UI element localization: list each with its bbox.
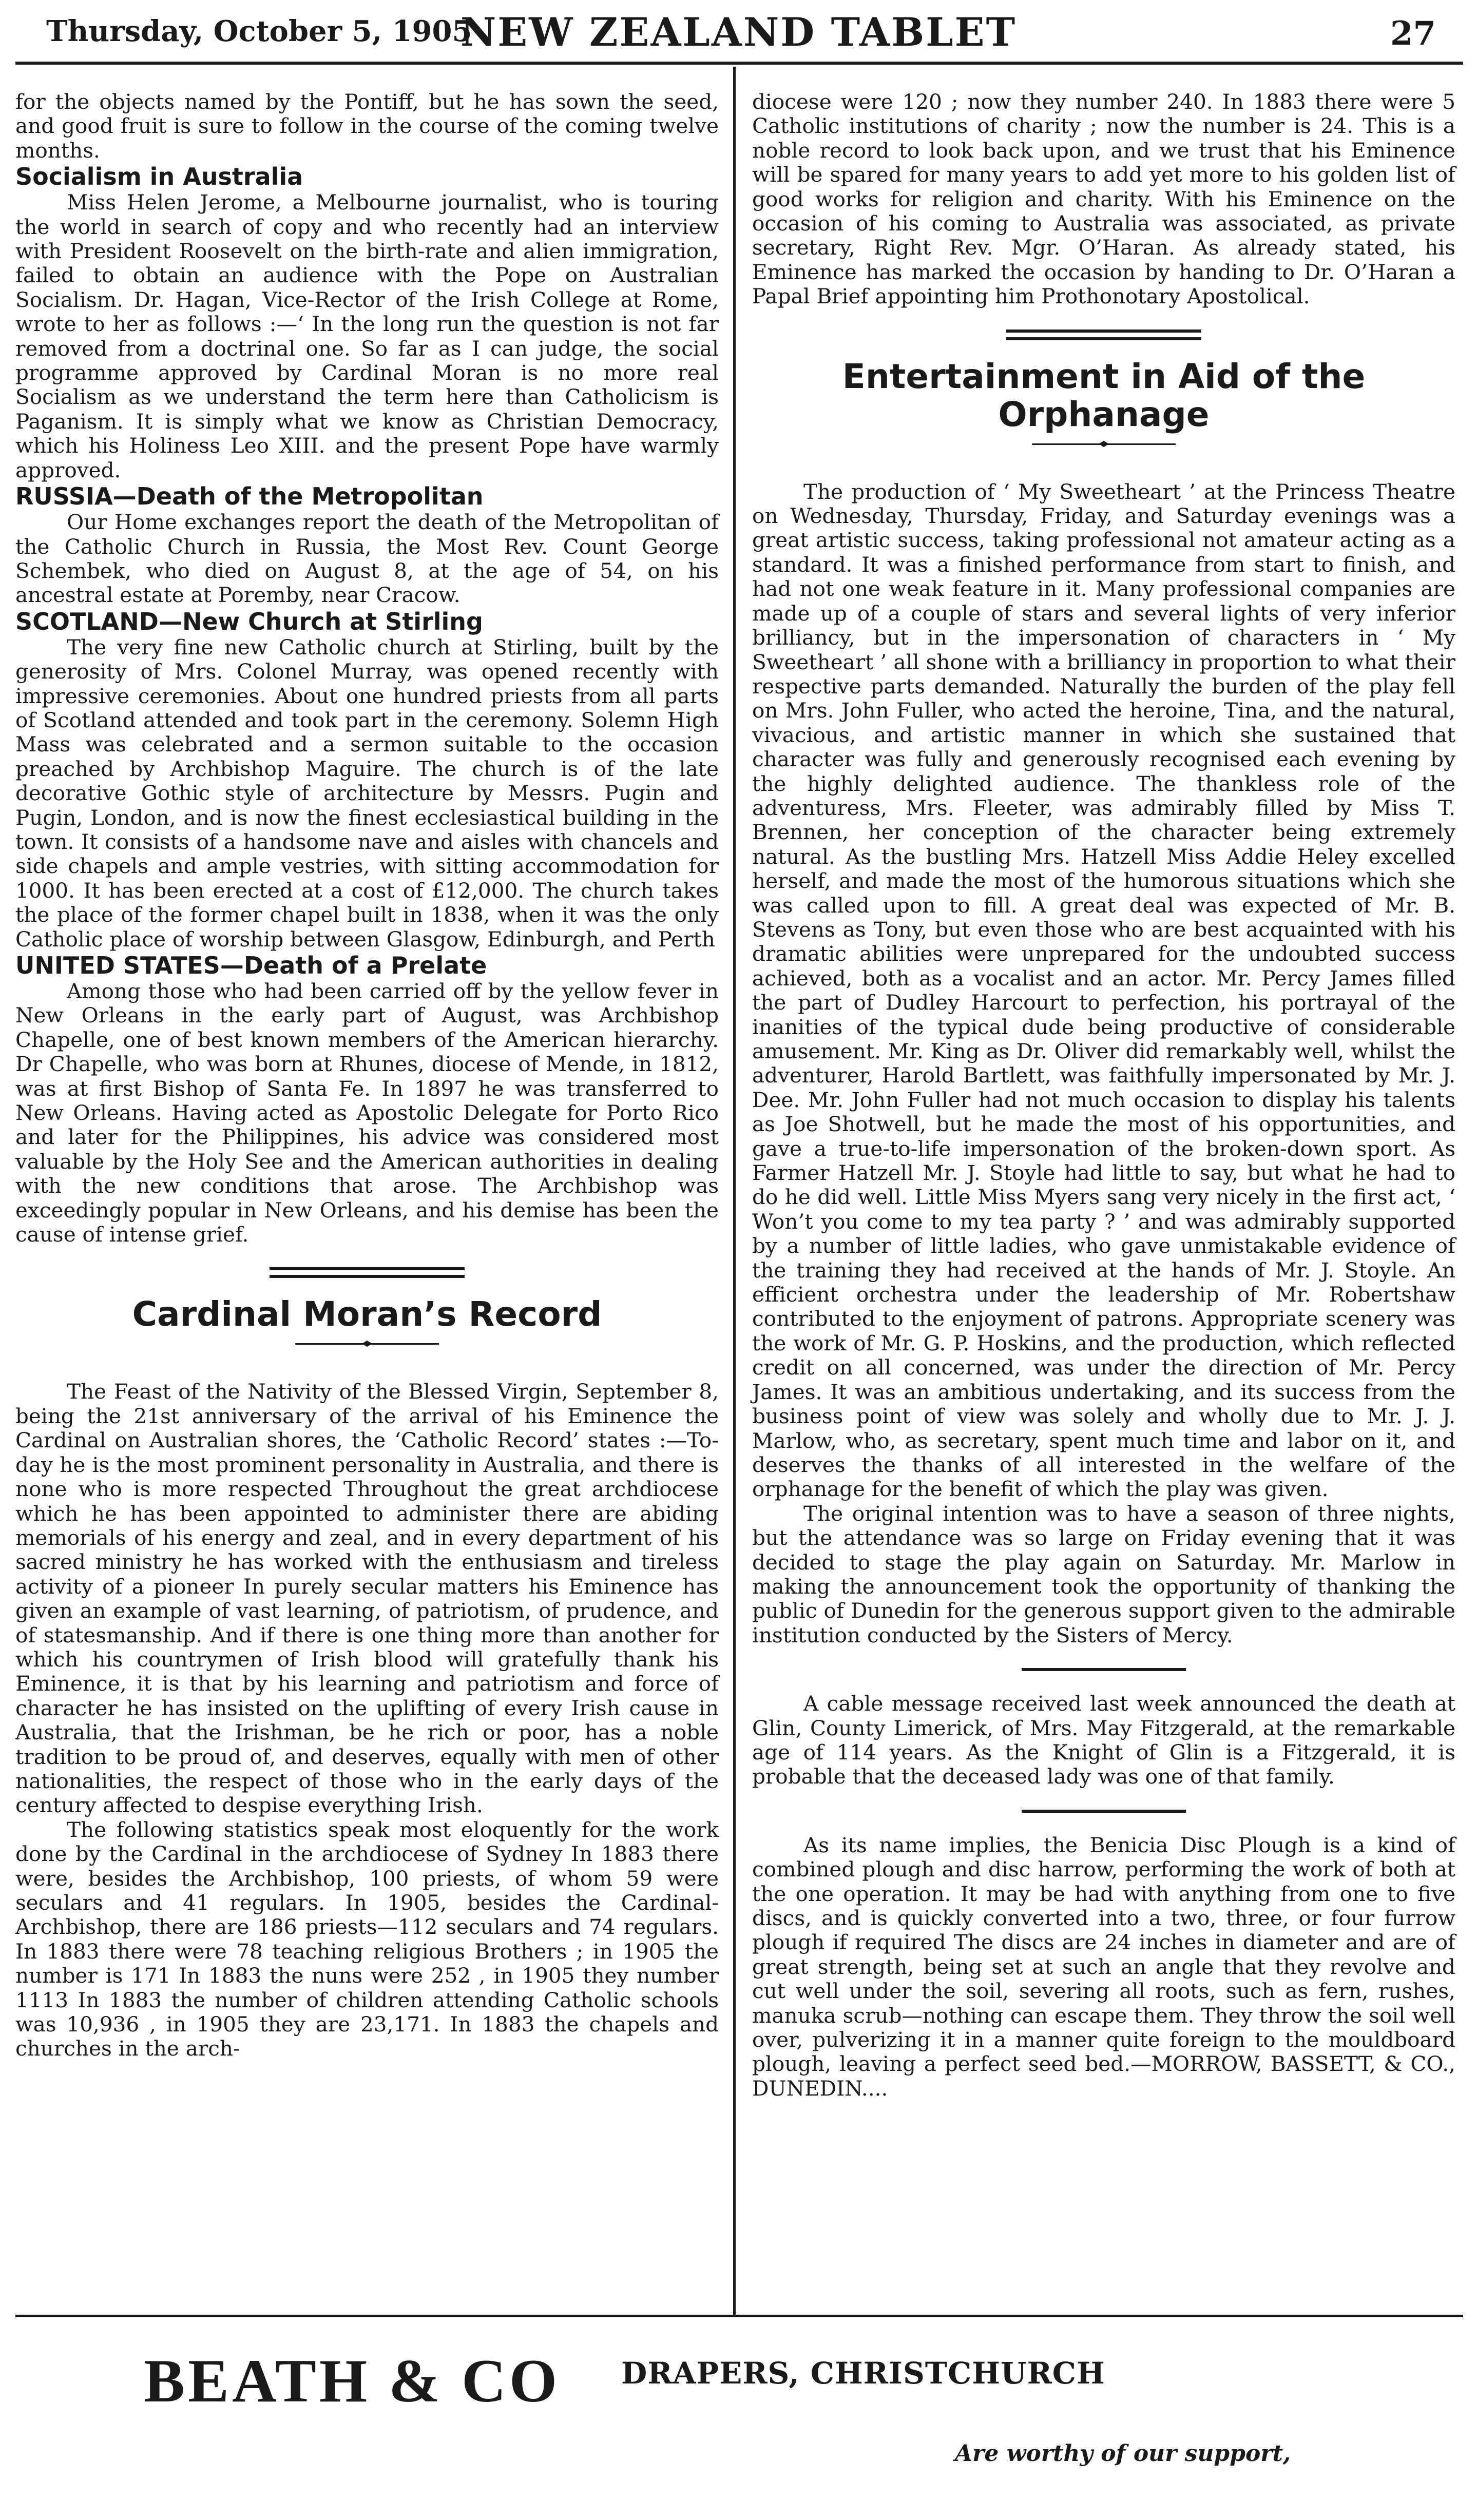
- scotland-body: The very fine new Catholic church at Stirling, built by the generosity of Mrs. Colonel Murray, was opened recently with impressive ceremonies. About one hundred priests from all parts of Scotland attended and took part in the ceremony. Solemn High Mass was celebrated and a sermon suitable to the occasion preached by Archbishop Maguire. The church is of the late decorative Gothic style of architecture by Messrs. Pugin and Pugin, London, and is now the finest ecclesiastical building in the town. It consists of a handsome nave and aisles with chancels and side chapels and ample vestries, with sitting accommodation for 1000. It has been erected at a cost of £12,000. The church takes the place of the former chapel built in 1838, when it was the only Catholic place of worship between Glasgow, Edinburgh, and Perth: [15, 634, 719, 952]
- moran-paragraph-2: The following statistics speak most eloquently for the work done by the Cardinal in the archdiocese of Sydney In 1883 there were, besides the Archbishop, 100 priests, of whom 59 were seculars and 41 regulars. In 1905, besides the Cardinal-Archbishop, there are 186 priests—112 seculars and 74 regulars. In 1883 there were 78 teaching religious Brothers ; in 1905 the number is 171 In 1883 the nuns were 252 , in 1905 they number 1113 In 1883 the number of children attending Catholic schools was 10,936 , in 1905 they are 23,171. In 1883 the chapels and churches in the arch-: [15, 1817, 719, 2061]
- masthead: [0, 0, 1477, 72]
- section-divider: [1022, 1810, 1186, 1813]
- issue-date: Thursday, October 5, 1905: [46, 14, 472, 48]
- article-continuation: for the objects named by the Pontiff, but he has sown the seed, and good fruit is sure to follow in the course of the coming twelve months.: [15, 89, 719, 163]
- section-divider: [1006, 329, 1201, 340]
- right-column: [752, 90, 1455, 2101]
- plough-paragraph: As its name implies, the Benicia Disc Plough is a kind of combined plough and disc harrow, performing the work of both at the one operation. It may be had with anything from one to five discs, and is quickly converted into a two, three, or four furrow plough if required The discs are 24 inches in diameter and are of great strength, being set at such an angle that they revolve and cut well under the soil, severing all roots, such as fern, rushes, manuka scrub—nothing can escape them. They throw the soil well over, pulverizing it in a manner quite foreign to the mouldboard plough, leaving a perfect seed bed.—MORROW, BASSETT, & CO., DUNEDIN....: [752, 1832, 1455, 2101]
- page-number: 27: [1390, 14, 1436, 53]
- advert-tagline: Are worthy of our support,: [955, 2440, 1291, 2467]
- moran-heading-text: Cardinal Moran’s Record: [132, 1294, 602, 1334]
- us-heading: UNITED STATES—Death of a Prelate: [15, 952, 487, 979]
- newspaper-title: NEW ZEALAND TABLET: [460, 9, 1017, 55]
- russia-heading: RUSSIA—Death of the Metropolitan: [15, 482, 484, 511]
- scotland-heading: SCOTLAND—New Church at Stirling: [15, 607, 483, 635]
- orphanage-paragraph-2: The original intention was to have a season of three nights, but the attendance was so large on Friday evening that it was decided to stage the play again on Saturday. Mr. Marlow in making the announcement took the opportunity of thanking the public of Dunedin for the generous support given to the admirable institution conducted by the Sisters of Mercy.: [752, 1501, 1455, 1647]
- orphanage-heading: [752, 358, 1455, 447]
- orphanage-paragraph-1: The production of ‘ My Sweetheart ’ at the Princess Theatre on Wednesday, Thursday, Friday, and Saturday evenings was a great artistic success, taking professional not amateur acting as a standard. It was a finished performance from start to finish, and had not one weak feature in it. Many professional companies are made up of a couple of stars and several lights of very inferior brilliancy, but in the impersonation of characters in ‘ My Sweetheart ’ all shone with a brilliancy in proportion to what their respective parts demanded. Naturally the burden of the play fell on Mrs. John Fuller, who acted the heroine, Tina, and the natural, vivacious, and artistic manner in which she sustained that character was fully and generously recognised each evening by the highly delighted audience. The thankless role of the adventuress, Mrs. Fleeter, was admirably filled by Miss T. Brennen, her conception of the character being extremely natural. As the bustling Mrs. Hatzell Miss Addie Heley excelled herself, and made the most of the humorous situations which she was called upon to fill. A great deal was expected of Mr. B. Stevens as Tony, but even those who are best acquainted with his dramatic abilities were unprepared for the undoubted success achieved, both as a vocalist and an actor. Mr. Percy James filled the part of Dudley Harcourt to perfection, his portrayal of the inanities of the typical dude being productive of considerable amusement. Mr. King as Dr. Oliver did remarkably well, whilst the adventurer, Harold Bartlett, was faithfully impersonated by Mr. J. Dee. Mr. John Fuller had not much occasion to display his talents as Joe Shotwell, but he made the most of his opportunities, and gave a true-to-life impersonation of the broken-down sport. As Farmer Hatzell Mr. J. Stoyle had little to say, but what he had to do he did well. Little Miss Myers sang very nicely in the first act, ‘ Won’t you come to my tea party ? ’ and was admirably supported by a number of little ladies, who gave unmistakable evidence of the training they had received at the hands of Mr. J. Stoyle. An efficient orchestra under the leadership of Mr. Robertshaw contributed to the enjoyment of patrons. Appropriate scenery was the work of Mr. G. P. Hoskins, and the production, which reflected credit on all concerned, was under the direction of Mr. Percy James. It was an ambitious undertaking, and its success from the business point of view was solely and wholly due to Mr. J. J. Marlow, who, as secretary, spent much time and labor on it, and deserves the thanks of all interested in the welfare of the orphanage for the benefit of which the play was given.: [752, 479, 1455, 1502]
- footer-rule: [15, 2315, 1463, 2317]
- moran-heading: [15, 1295, 719, 1347]
- column-divider: [733, 67, 736, 2315]
- advert-line: DRAPERS, CHRISTCHURCH: [621, 2356, 1105, 2391]
- advert-name: BEATH & CO: [144, 2347, 561, 2415]
- ornament-rule-icon: [295, 1341, 439, 1347]
- moran-paragraph-1: The Feast of the Nativity of the Blessed Virgin, September 8, being the 21st anniversary of the arrival of his Eminence the Cardinal on Australian shores, the ‘Catholic Record’ states :—To-day he is the most prominent personality in Australia, and there is none who is more respected Throughout the great archdiocese which he has been appointed to administer there are abiding memorials of his energy and zeal, and in every department of his sacred ministry he has worked with the enthusiasm and tireless activity of a pioneer In purely secular matters his Eminence has given an example of vast learning, of patriotism, of prudence, and of statesmanship. And if there is one thing more than another for which his countrymen of Irish blood will gratefully thank his Eminence, it is that by his learning and patriotism and force of character he has insisted on the uplifting of every Irish cause in Australia, that the Irishman, be he rich or poor, has a noble tradition to be proud of, and deserves, equally with men of other nationalities, the respect of those who in the early days of the century affected to despise everything Irish.: [15, 1379, 719, 1818]
- left-column: [15, 90, 719, 2061]
- section-divider: [1022, 1668, 1186, 1671]
- orphanage-heading-text: Entertainment in Aid of the Orphanage: [842, 356, 1366, 434]
- ornament-rule-icon: [1032, 441, 1176, 447]
- section-divider: [270, 1267, 465, 1278]
- moran-continuation: diocese were 120 ; now they number 240. In 1883 there were 5 Catholic institutions of charity ; now the number is 24. This is a noble record to look back upon, and we trust that his Eminence will be spared for many years to add yet more to his golden list of good works for religion and charity. With his Eminence on the occasion of his coming to Australia was associated, as private secretary, Right Rev. Mgr. O’Haran. As already stated, his Eminence has marked the occasion by handing to Dr. O’Haran a Papal Brief appointing him Prothonotary Apostolical.: [752, 89, 1455, 309]
- cable-paragraph: A cable message received last week announced the death at Glin, County Limerick, of Mrs. May Fitzgerald, at the remarkable age of 114 years. As the Knight of Glin is a Fitzgerald, it is probable that the deceased lady was one of that family.: [752, 1691, 1455, 1789]
- us-body: Among those who had been carried off by the yellow fever in New Orleans in the early part of August, was Archbishop Chapelle, one of best known members of the American hierarchy. Dr Chapelle, who was born at Rhunes, diocese of Mende, in 1812, was at first Bishop of Santa Fe. In 1897 he was transferred to New Orleans. Having acted as Apostolic Delegate for Porto Rico and later for the Philippines, his advice was considered most valuable by the Holy See and the American authorities in dealing with the new conditions that arose. The Archbishop was exceedingly popular in New Orleans, and his demise has been the cause of intense grief.: [15, 979, 719, 1247]
- socialism-body: Miss Helen Jerome, a Melbourne journalist, who is touring the world in search of copy and who recently had an interview with President Roosevelt on the birth-rate and alien immigration, failed to obtain an audience with the Pope on Australian Socialism. Dr. Hagan, Vice-Rector of the Irish College at Rome, wrote to her as follows :—‘ In the long run the question is not far removed from a doctrinal one. So far as I can judge, the social programme approved by Cardinal Moran is no more real Socialism as we understand the term here than Catholicism is Paganism. It is simply what we know as Christian Democracy, which his Holiness Leo XIII. and the present Pope have warmly approved.: [15, 190, 719, 482]
- masthead-rule: [15, 62, 1463, 65]
- socialism-heading: Socialism in Australia: [15, 163, 303, 191]
- russia-body: Our Home exchanges report the death of the Metropolitan of the Catholic Church in Russia, the Most Rev. Count George Schembek, who died on August 8, at the age of 54, on his ancestral estate at Poremby, near Cracow.: [15, 510, 719, 608]
